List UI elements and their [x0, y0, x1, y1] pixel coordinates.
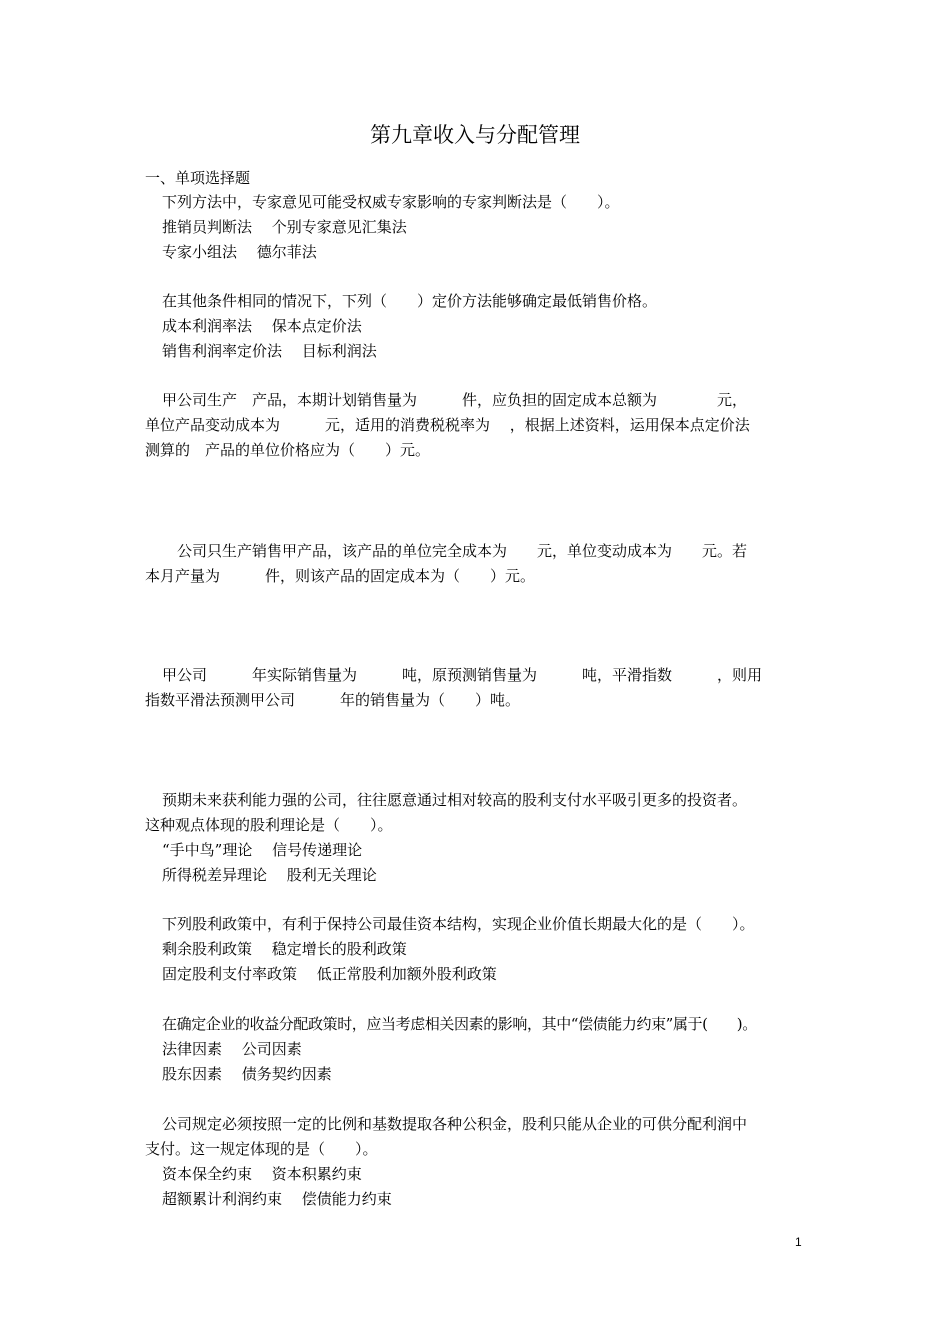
- question-3-stem: 甲公司生产 产品，本期计划销售量为 件，应负担的固定成本总额为 元，: [162, 391, 748, 409]
- question-6-option-line: 所得税差异理论 股利无关理论: [162, 866, 377, 884]
- question-8-option-line: 法律因素 公司因素: [162, 1040, 302, 1058]
- question-6-stem: 预期未来获利能力强的公司，往往愿意通过相对较高的股利支付水平吸引更多的投资者。: [162, 791, 748, 809]
- question-3-stem: 单位产品变动成本为 元，适用的消费税税率为 ，根据上述资料，运用保本点定价法: [145, 416, 750, 434]
- page-number: 1: [795, 1235, 802, 1249]
- question-1-option-line: 推销员判断法 个别专家意见汇集法: [162, 218, 407, 236]
- question-4-stem: 本月产量为 件，则该产品的固定成本为（ ）元。: [145, 567, 536, 585]
- question-8-option-line: 股东因素 债务契约因素: [162, 1065, 332, 1083]
- question-1-option-line: 专家小组法 德尔菲法: [162, 243, 317, 261]
- question-9-option-line: 资本保全约束 资本积累约束: [162, 1165, 362, 1183]
- question-2-stem: 在其他条件相同的情况下，下列（ ）定价方法能够确定最低销售价格。: [162, 292, 658, 310]
- question-2-option-line: 成本利润率法 保本点定价法: [162, 317, 362, 335]
- question-7-option-line: 剩余股利政策 稳定增长的股利政策: [162, 940, 407, 958]
- question-7-option-line: 固定股利支付率政策 低正常股利加额外股利政策: [162, 965, 497, 983]
- question-5-stem: 指数平滑法预测甲公司 年的销售量为（ ）吨。: [145, 691, 521, 709]
- page-title: 第九章收入与分配管理: [370, 123, 580, 147]
- question-9-option-line: 超额累计利润约束 偿债能力约束: [162, 1190, 392, 1208]
- question-9-stem: 支付。这一规定体现的是（ ）。: [145, 1140, 378, 1158]
- question-8-stem: 在确定企业的收益分配政策时，应当考虑相关因素的影响，其中“偿债能力约束”属于( )。: [162, 1015, 757, 1033]
- question-2-option-line: 销售利润率定价法 目标利润法: [162, 342, 377, 360]
- question-9-stem: 公司规定必须按照一定的比例和基数提取各种公积金，股利只能从企业的可供分配利润中: [162, 1115, 748, 1133]
- question-7-stem: 下列股利政策中，有利于保持公司最佳资本结构，实现企业价值长期最大化的是（ ）。: [162, 915, 755, 933]
- question-6-option-line: “手中鸟”理论 信号传递理论: [162, 841, 363, 859]
- section-heading: 一、单项选择题: [145, 169, 251, 187]
- question-5-stem: 甲公司 年实际销售量为 吨，原预测销售量为 吨，平滑指数 ，则用: [162, 666, 763, 684]
- question-4-stem: 公司只生产销售甲产品，该产品的单位完全成本为 元，单位变动成本为 元。若: [162, 542, 748, 560]
- question-6-stem: 这种观点体现的股利理论是（ ）。: [145, 816, 393, 834]
- question-3-stem: 测算的 产品的单位价格应为（ ）元。: [145, 441, 431, 459]
- question-1-stem: 下列方法中，专家意见可能受权威专家影响的专家判断法是（ ）。: [162, 193, 620, 211]
